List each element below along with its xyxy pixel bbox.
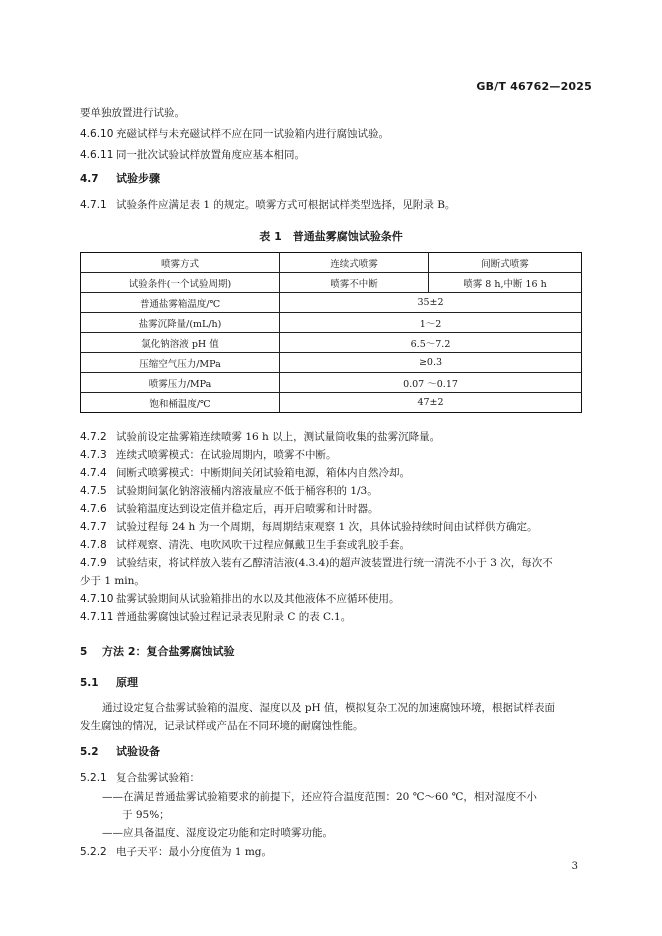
list-dash-item-1: ——在满足普通盐雾试验箱要求的前提下，还应符合温度范围：20 ℃～60 ℃，相对湿度不小 [102, 791, 537, 803]
clause-4-7-9-continuation: 少于 1 min。 [80, 575, 145, 587]
clause-4-7-8: 4.7.8 试样观察、清洗、电吹风吹干过程应佩戴卫生手套或乳胶手套。 [80, 539, 410, 551]
table-row [81, 313, 582, 333]
table-cell: 氯化钠溶液 pH 值 [81, 333, 280, 353]
table-header-cell: 间断式喷雾 [429, 253, 582, 273]
salt-spray-conditions-table [80, 252, 582, 413]
principle-paragraph-line-1: 通过设定复合盐雾试验箱的温度、湿度以及 pH 值，模拟复杂工况的加速腐蚀环境，根据试样表面 [102, 702, 556, 714]
section-heading-5-2: 5.2 试验设备 [80, 745, 160, 758]
section-heading-4-7: 4.7 试验步骤 [80, 172, 160, 185]
table-cell: 35±2 [280, 293, 582, 313]
clause-4-7-4: 4.7.4 间断式喷雾模式：中断期间关闭试验箱电源，箱体内自然冷却。 [80, 467, 410, 479]
table-row [81, 273, 582, 293]
clause-4-6-11: 4.6.11 同一批次试验试样放置角度应基本相同。 [80, 149, 305, 161]
table-cell: 喷雾压力/MPa [81, 373, 280, 393]
table-cell: 试验条件(一个试验周期) [81, 273, 280, 293]
table-cell: 6.5～7.2 [280, 333, 582, 353]
clause-4-7-1: 4.7.1 试验条件应满足表 1 的规定。喷雾方式可根据试样类型选择，见附录 B。 [80, 199, 456, 211]
table-cell: 喷雾 8 h,中断 16 h [429, 273, 582, 293]
clause-4-7-11: 4.7.11 普通盐雾腐蚀试验过程记录表见附录 C 的表 C.1。 [80, 611, 352, 623]
table-cell: 饱和桶温度/℃ [81, 393, 280, 413]
page-number: 3 [571, 861, 578, 872]
table-cell: 普通盐雾箱温度/℃ [81, 293, 280, 313]
clause-4-7-9: 4.7.9 试验结束，将试样放入装有乙醇清洁液(4.3.4)的超声波装置进行统一清洗不小于 3 次，每次不 [80, 557, 553, 569]
table-cell: 47±2 [280, 393, 582, 413]
clause-4-6-10: 4.6.10 充磁试样与未充磁试样不应在同一试验箱内进行腐蚀试验。 [80, 128, 389, 140]
table-row [81, 393, 582, 413]
principle-paragraph-line-2: 发生腐蚀的情况，记录试样或产品在不同环境的耐腐蚀性能。 [80, 720, 364, 732]
section-heading-5: 5 方法 2：复合盐雾腐蚀试验 [80, 645, 235, 658]
clause-5-2-1: 5.2.1 复合盐雾试验箱： [80, 772, 200, 784]
standard-code-header: GB/T 46762—2025 [476, 80, 592, 93]
table-row [81, 353, 582, 373]
table-cell: 0.07 ～0.17 [280, 373, 582, 393]
clause-4-7-5: 4.7.5 试验期间氯化钠溶液桶内溶液量应不低于桶容积的 1/3。 [80, 485, 378, 497]
list-dash-item-2: ——应具备温度、湿度设定功能和定时喷雾功能。 [102, 827, 333, 839]
clause-4-7-6: 4.7.6 试验箱温度达到设定值并稳定后，再开启喷雾和计时器。 [80, 503, 379, 515]
table-row [81, 333, 582, 353]
section-heading-5-1: 5.1 原理 [80, 676, 138, 689]
clause-4-7-10: 4.7.10 盐雾试验期间从试验箱排出的水以及其他液体不应循环使用。 [80, 593, 400, 605]
table-cell: ≥0.3 [280, 353, 582, 373]
table-cell: 1～2 [280, 313, 582, 333]
table-caption: 表 1 普通盐雾腐蚀试验条件 [259, 230, 403, 243]
table-cell: 盐雾沉降量/(mL/h) [81, 313, 280, 333]
list-dash-item-1-continuation: 于 95%； [122, 809, 170, 821]
table-row [81, 373, 582, 393]
paragraph-continuation: 要单独放置进行试验。 [80, 107, 185, 119]
table-cell: 喷雾不中断 [280, 273, 429, 293]
table-header-row [81, 253, 582, 273]
clause-4-7-7: 4.7.7 试验过程每 24 h 为一个周期，每周期结束观察 1 次，具体试验持续时间由试样供方确定。 [80, 521, 538, 533]
clause-5-2-2: 5.2.2 电子天平：最小分度值为 1 mg。 [80, 846, 273, 858]
clause-4-7-3: 4.7.3 连续式喷雾模式：在试验周期内，喷雾不中断。 [80, 449, 337, 461]
table-header-cell: 连续式喷雾 [280, 253, 429, 273]
table-row [81, 293, 582, 313]
table-cell: 压缩空气压力/MPa [81, 353, 280, 373]
table-header-cell: 喷雾方式 [81, 253, 280, 273]
clause-4-7-2: 4.7.2 试验前设定盐雾箱连续喷雾 16 h 以上，测试量筒收集的盐雾沉降量。 [80, 431, 441, 443]
